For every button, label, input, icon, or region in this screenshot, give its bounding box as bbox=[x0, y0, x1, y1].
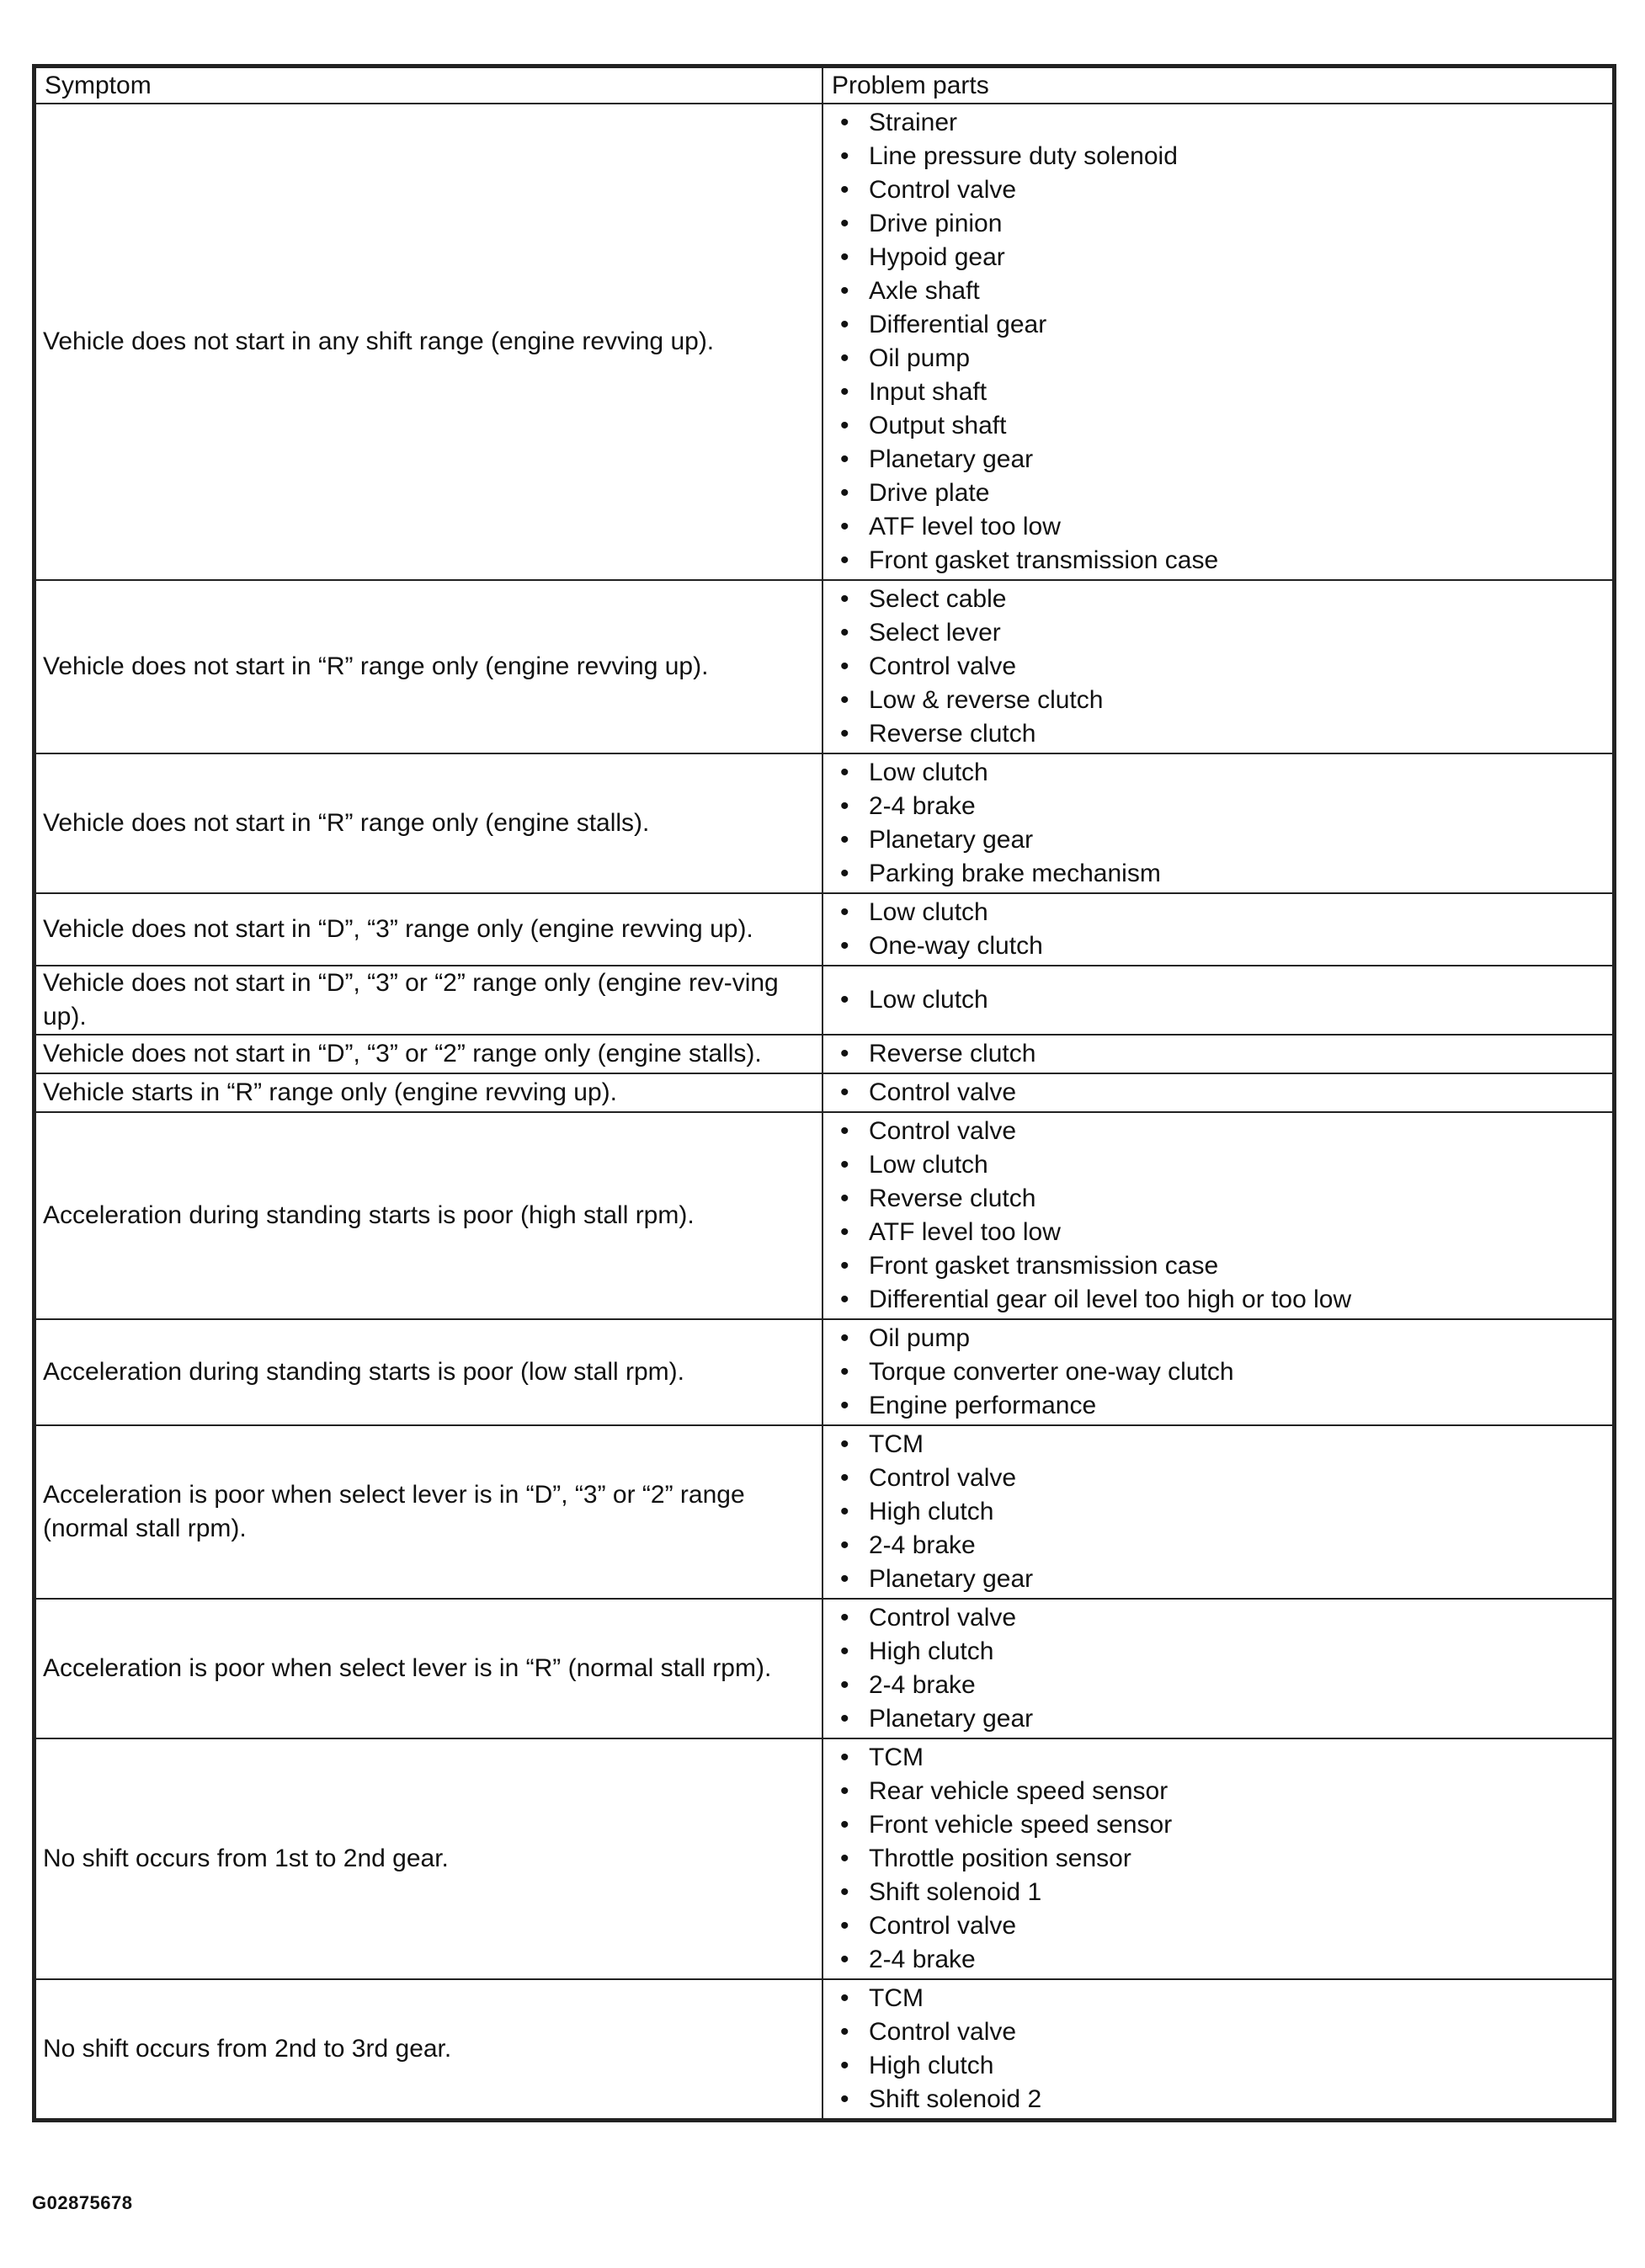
list-item: • 2-4 brake bbox=[823, 1943, 1612, 1977]
symptom-table-frame bbox=[32, 64, 1616, 2122]
list-item: • Differential gear oil level too high or too low bbox=[823, 1283, 1612, 1317]
problem-parts-cell bbox=[822, 893, 1613, 966]
list-item: • Differential gear bbox=[823, 308, 1612, 342]
problem-parts-cell bbox=[822, 1035, 1613, 1073]
list-item: • Output shaft bbox=[823, 409, 1612, 443]
problem-parts-cell bbox=[822, 1112, 1613, 1319]
list-item: • Parking brake mechanism bbox=[823, 857, 1612, 891]
list-item: • Low clutch bbox=[823, 983, 1612, 1017]
problem-parts-list bbox=[823, 756, 1612, 891]
problem-parts-list bbox=[823, 1076, 1612, 1110]
list-item: • Reverse clutch bbox=[823, 1182, 1612, 1216]
list-item: • Input shaft bbox=[823, 375, 1612, 409]
list-item: • TCM bbox=[823, 1982, 1612, 2015]
problem-parts-list bbox=[823, 896, 1612, 963]
list-item: • Low clutch bbox=[823, 896, 1612, 929]
list-item: • Axle shaft bbox=[823, 274, 1612, 308]
list-item: • 2-4 brake bbox=[823, 790, 1612, 823]
list-item: • High clutch bbox=[823, 2049, 1612, 2083]
list-item: • High clutch bbox=[823, 1635, 1612, 1669]
list-item: • Shift solenoid 2 bbox=[823, 2083, 1612, 2116]
problem-parts-cell bbox=[822, 1738, 1613, 1979]
list-item: • Planetary gear bbox=[823, 823, 1612, 857]
table-row bbox=[35, 1112, 1613, 1319]
list-item: • Front gasket transmission case bbox=[823, 544, 1612, 578]
symptom-cell: Vehicle does not start in “R” range only (engine revving up). bbox=[35, 580, 822, 753]
problem-parts-cell bbox=[822, 1979, 1613, 2119]
list-item: • Drive plate bbox=[823, 476, 1612, 510]
table-row bbox=[35, 580, 1613, 753]
list-item: • Hypoid gear bbox=[823, 241, 1612, 274]
list-item: • Select cable bbox=[823, 583, 1612, 616]
symptom-cell: Acceleration during standing starts is poor (high stall rpm). bbox=[35, 1112, 822, 1319]
symptom-cell: Vehicle starts in “R” range only (engine revving up). bbox=[35, 1073, 822, 1112]
list-item: • Planetary gear bbox=[823, 443, 1612, 476]
list-item: • Control valve bbox=[823, 1461, 1612, 1495]
list-item: • Low clutch bbox=[823, 756, 1612, 790]
problem-parts-list bbox=[823, 1322, 1612, 1423]
problem-parts-list bbox=[823, 1741, 1612, 1977]
problem-parts-list bbox=[823, 583, 1612, 751]
problem-parts-cell bbox=[822, 1425, 1613, 1599]
problem-parts-list bbox=[823, 1982, 1612, 2116]
problem-parts-cell bbox=[822, 753, 1613, 893]
list-item: • TCM bbox=[823, 1741, 1612, 1775]
table-row bbox=[35, 1599, 1613, 1738]
problem-parts-cell bbox=[822, 1319, 1613, 1425]
problem-parts-cell bbox=[822, 1599, 1613, 1738]
list-item: • Front gasket transmission case bbox=[823, 1249, 1612, 1283]
list-item: • Oil pump bbox=[823, 1322, 1612, 1355]
table-row bbox=[35, 1979, 1613, 2119]
symptom-table bbox=[35, 67, 1614, 2120]
symptom-cell: Acceleration during standing starts is poor (low stall rpm). bbox=[35, 1319, 822, 1425]
list-item: • Low clutch bbox=[823, 1148, 1612, 1182]
table-row bbox=[35, 1738, 1613, 1979]
list-item: • Torque converter one-way clutch bbox=[823, 1355, 1612, 1389]
table-row bbox=[35, 1425, 1613, 1599]
table-row bbox=[35, 893, 1613, 966]
list-item: • Line pressure duty solenoid bbox=[823, 140, 1612, 173]
problem-parts-cell bbox=[822, 1073, 1613, 1112]
symptom-cell: Acceleration is poor when select lever is in “R” (normal stall rpm). bbox=[35, 1599, 822, 1738]
problem-parts-list bbox=[823, 1428, 1612, 1596]
figure-code: G02875678 bbox=[32, 2192, 133, 2213]
list-item: • Shift solenoid 1 bbox=[823, 1876, 1612, 1909]
list-item: • 2-4 brake bbox=[823, 1669, 1612, 1702]
problem-parts-list bbox=[823, 983, 1612, 1017]
list-item: • Control valve bbox=[823, 1076, 1612, 1110]
table-row bbox=[35, 1319, 1613, 1425]
list-item: • Rear vehicle speed sensor bbox=[823, 1775, 1612, 1808]
problem-parts-list bbox=[823, 1601, 1612, 1736]
list-item: • Front vehicle speed sensor bbox=[823, 1808, 1612, 1842]
list-item: • Planetary gear bbox=[823, 1702, 1612, 1736]
list-item: • ATF level too low bbox=[823, 510, 1612, 544]
table-header-row bbox=[35, 67, 1613, 104]
symptom-cell: Vehicle does not start in any shift range (engine revving up). bbox=[35, 104, 822, 580]
header-symptom: Symptom bbox=[35, 67, 822, 104]
header-problem-parts: Problem parts bbox=[822, 67, 1613, 104]
problem-parts-cell bbox=[822, 104, 1613, 580]
list-item: • Control valve bbox=[823, 2015, 1612, 2049]
symptom-cell: Acceleration is poor when select lever is in “D”, “3” or “2” range (normal stall rpm). bbox=[35, 1425, 822, 1599]
list-item: • ATF level too low bbox=[823, 1216, 1612, 1249]
symptom-cell: Vehicle does not start in “D”, “3” or “2” range only (engine stalls). bbox=[35, 1035, 822, 1073]
table-row bbox=[35, 1035, 1613, 1073]
problem-parts-list bbox=[823, 1115, 1612, 1317]
list-item: • Control valve bbox=[823, 1601, 1612, 1635]
problem-parts-cell bbox=[822, 966, 1613, 1035]
symptom-cell: No shift occurs from 2nd to 3rd gear. bbox=[35, 1979, 822, 2119]
list-item: • Strainer bbox=[823, 106, 1612, 140]
list-item: • Drive pinion bbox=[823, 207, 1612, 241]
list-item: • Reverse clutch bbox=[823, 1037, 1612, 1071]
table-row bbox=[35, 753, 1613, 893]
table-body bbox=[35, 104, 1613, 2119]
table-row bbox=[35, 966, 1613, 1035]
list-item: • TCM bbox=[823, 1428, 1612, 1461]
list-item: • High clutch bbox=[823, 1495, 1612, 1529]
symptom-cell: Vehicle does not start in “D”, “3” range only (engine revving up). bbox=[35, 893, 822, 966]
list-item: • Engine performance bbox=[823, 1389, 1612, 1423]
list-item: • Oil pump bbox=[823, 342, 1612, 375]
list-item: • 2-4 brake bbox=[823, 1529, 1612, 1563]
symptom-cell: Vehicle does not start in “D”, “3” or “2” range only (engine rev-ving up). bbox=[35, 966, 822, 1035]
list-item: • Control valve bbox=[823, 173, 1612, 207]
symptom-cell: Vehicle does not start in “R” range only (engine stalls). bbox=[35, 753, 822, 893]
list-item: • Control valve bbox=[823, 1115, 1612, 1148]
list-item: • Low & reverse clutch bbox=[823, 684, 1612, 717]
table-row bbox=[35, 1073, 1613, 1112]
problem-parts-list bbox=[823, 1037, 1612, 1071]
list-item: • Select lever bbox=[823, 616, 1612, 650]
table-row bbox=[35, 104, 1613, 580]
list-item: • Control valve bbox=[823, 650, 1612, 684]
list-item: • Control valve bbox=[823, 1909, 1612, 1943]
problem-parts-cell bbox=[822, 580, 1613, 753]
symptom-cell: No shift occurs from 1st to 2nd gear. bbox=[35, 1738, 822, 1979]
problem-parts-list bbox=[823, 106, 1612, 578]
list-item: • Reverse clutch bbox=[823, 717, 1612, 751]
list-item: • Planetary gear bbox=[823, 1563, 1612, 1596]
list-item: • Throttle position sensor bbox=[823, 1842, 1612, 1876]
list-item: • One-way clutch bbox=[823, 929, 1612, 963]
